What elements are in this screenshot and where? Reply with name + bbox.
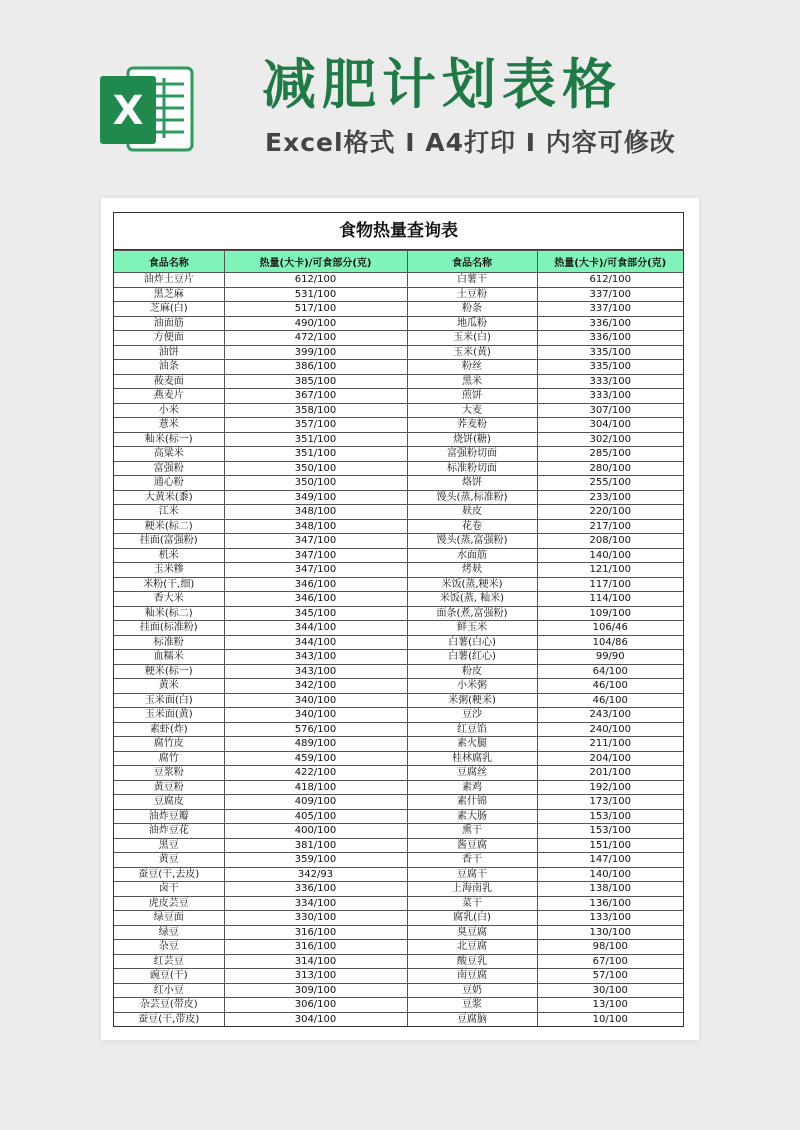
food-name-cell: 黑豆 — [114, 838, 224, 853]
table-row — [114, 577, 683, 592]
food-name-cell: 粳米(标二) — [114, 519, 224, 534]
table-row — [114, 476, 683, 491]
calorie-cell: 304/100 — [224, 1012, 407, 1026]
food-name-cell: 豆浆粉 — [114, 766, 224, 781]
calorie-cell: 153/100 — [537, 824, 683, 839]
food-name-cell: 白薯(白心) — [407, 635, 537, 650]
table-row — [114, 490, 683, 505]
food-name-cell: 红芸豆 — [114, 954, 224, 969]
food-name-cell: 白薯干 — [407, 273, 537, 288]
calorie-cell: 472/100 — [224, 331, 407, 346]
food-name-cell: 烙饼 — [407, 476, 537, 491]
food-name-cell: 玉米面(白) — [114, 693, 224, 708]
table-row — [114, 505, 683, 520]
food-name-cell: 香干 — [407, 853, 537, 868]
food-name-cell: 籼米(标一) — [114, 432, 224, 447]
food-name-cell: 酱豆腐 — [407, 838, 537, 853]
calorie-table — [114, 250, 683, 1026]
food-name-cell: 红豆馅 — [407, 722, 537, 737]
calorie-cell: 350/100 — [224, 461, 407, 476]
food-name-cell: 挂面(富强粉) — [114, 534, 224, 549]
food-name-cell: 玉米(白) — [407, 331, 537, 346]
food-name-cell: 上海南乳 — [407, 882, 537, 897]
food-name-cell: 小米 — [114, 403, 224, 418]
calorie-cell: 64/100 — [537, 664, 683, 679]
calorie-cell: 357/100 — [224, 418, 407, 433]
food-name-cell: 通心粉 — [114, 476, 224, 491]
calorie-cell: 304/100 — [537, 418, 683, 433]
table-row — [114, 838, 683, 853]
calorie-cell: 405/100 — [224, 809, 407, 824]
calorie-cell: 314/100 — [224, 954, 407, 969]
food-name-cell: 桂林腐乳 — [407, 751, 537, 766]
calorie-cell: 336/100 — [224, 882, 407, 897]
calorie-cell: 343/100 — [224, 650, 407, 665]
table-body — [114, 273, 683, 1027]
food-name-cell: 煎饼 — [407, 389, 537, 404]
food-name-cell: 土豆粉 — [407, 287, 537, 302]
table-row — [114, 374, 683, 389]
food-name-cell: 油饼 — [114, 345, 224, 360]
calorie-cell: 531/100 — [224, 287, 407, 302]
food-name-cell: 标准粉切面 — [407, 461, 537, 476]
calorie-cell: 220/100 — [537, 505, 683, 520]
calorie-cell: 109/100 — [537, 606, 683, 621]
food-name-cell: 玉米面(黄) — [114, 708, 224, 723]
food-name-cell: 杂芸豆(带皮) — [114, 998, 224, 1013]
table-row — [114, 287, 683, 302]
table-row — [114, 882, 683, 897]
calorie-cell: 490/100 — [224, 316, 407, 331]
calorie-cell: 211/100 — [537, 737, 683, 752]
calorie-cell: 347/100 — [224, 563, 407, 578]
food-name-cell: 油条 — [114, 360, 224, 375]
calorie-cell: 345/100 — [224, 606, 407, 621]
calorie-cell: 386/100 — [224, 360, 407, 375]
food-name-cell: 馒头(蒸,标准粉) — [407, 490, 537, 505]
calorie-cell: 280/100 — [537, 461, 683, 476]
calorie-cell: 381/100 — [224, 838, 407, 853]
calorie-cell: 67/100 — [537, 954, 683, 969]
table-row — [114, 563, 683, 578]
food-name-cell: 豆腐皮 — [114, 795, 224, 810]
calorie-cell: 334/100 — [224, 896, 407, 911]
food-name-cell: 江米 — [114, 505, 224, 520]
calorie-cell: 233/100 — [537, 490, 683, 505]
food-name-cell: 芝麻(白) — [114, 302, 224, 317]
calorie-cell: 121/100 — [537, 563, 683, 578]
food-name-cell: 粳米(标一) — [114, 664, 224, 679]
table-row — [114, 519, 683, 534]
calorie-cell: 346/100 — [224, 592, 407, 607]
calorie-cell: 46/100 — [537, 693, 683, 708]
calorie-cell: 346/100 — [224, 577, 407, 592]
calorie-cell: 347/100 — [224, 548, 407, 563]
table-row — [114, 780, 683, 795]
food-name-cell: 馒头(蒸,富强粉) — [407, 534, 537, 549]
calorie-cell: 358/100 — [224, 403, 407, 418]
calorie-cell: 350/100 — [224, 476, 407, 491]
calorie-cell: 316/100 — [224, 940, 407, 955]
calorie-cell: 192/100 — [537, 780, 683, 795]
calorie-cell: 204/100 — [537, 751, 683, 766]
table-row — [114, 316, 683, 331]
food-name-cell: 香大米 — [114, 592, 224, 607]
food-name-cell: 素火腿 — [407, 737, 537, 752]
food-name-cell: 菜干 — [407, 896, 537, 911]
food-name-cell: 地瓜粉 — [407, 316, 537, 331]
table-row — [114, 679, 683, 694]
food-name-cell: 红小豆 — [114, 983, 224, 998]
calorie-cell: 351/100 — [224, 432, 407, 447]
calorie-cell: 612/100 — [224, 273, 407, 288]
calorie-cell: 140/100 — [537, 867, 683, 882]
table-row — [114, 911, 683, 926]
food-name-cell: 烤麸 — [407, 563, 537, 578]
table-row — [114, 302, 683, 317]
calorie-cell: 422/100 — [224, 766, 407, 781]
calorie-cell: 351/100 — [224, 447, 407, 462]
food-name-cell: 酸豆乳 — [407, 954, 537, 969]
table-row — [114, 461, 683, 476]
food-name-cell: 绿豆 — [114, 925, 224, 940]
table-row — [114, 751, 683, 766]
calorie-cell: 349/100 — [224, 490, 407, 505]
calorie-cell: 99/90 — [537, 650, 683, 665]
food-name-cell: 蚕豆(干,去皮) — [114, 867, 224, 882]
food-name-cell: 粉丝 — [407, 360, 537, 375]
table-row — [114, 447, 683, 462]
food-name-cell: 油炸豆瓣 — [114, 809, 224, 824]
food-name-cell: 米饭(蒸,粳米) — [407, 577, 537, 592]
table-row — [114, 403, 683, 418]
header-food-name-1: 食品名称 — [114, 251, 224, 273]
calorie-cell: 302/100 — [537, 432, 683, 447]
food-name-cell: 籼米(标二) — [114, 606, 224, 621]
calorie-cell: 399/100 — [224, 345, 407, 360]
calorie-cell: 106/46 — [537, 621, 683, 636]
calorie-cell: 138/100 — [537, 882, 683, 897]
calorie-cell: 136/100 — [537, 896, 683, 911]
food-name-cell: 卤干 — [114, 882, 224, 897]
table-row — [114, 534, 683, 549]
calorie-cell: 342/93 — [224, 867, 407, 882]
table-row — [114, 795, 683, 810]
table-row — [114, 345, 683, 360]
food-name-cell: 腐乳(白) — [407, 911, 537, 926]
calorie-cell: 367/100 — [224, 389, 407, 404]
food-name-cell: 米饭(蒸, 籼米) — [407, 592, 537, 607]
food-name-cell: 小米粥 — [407, 679, 537, 694]
header-calories-1: 热量(大卡)/可食部分(克) — [224, 251, 407, 273]
calorie-cell: 359/100 — [224, 853, 407, 868]
calorie-cell: 117/100 — [537, 577, 683, 592]
table-row — [114, 809, 683, 824]
food-name-cell: 富强粉 — [114, 461, 224, 476]
food-name-cell: 豆浆 — [407, 998, 537, 1013]
table-row — [114, 998, 683, 1013]
calorie-cell: 13/100 — [537, 998, 683, 1013]
calorie-cell: 344/100 — [224, 635, 407, 650]
table-row — [114, 954, 683, 969]
food-name-cell: 素虾(炸) — [114, 722, 224, 737]
table-row — [114, 925, 683, 940]
calorie-cell: 459/100 — [224, 751, 407, 766]
food-name-cell: 豆腐脑 — [407, 1012, 537, 1026]
header-calories-2: 热量(大卡)/可食部分(克) — [537, 251, 683, 273]
excel-logo-letter: X — [112, 88, 144, 134]
food-name-cell: 黑芝麻 — [114, 287, 224, 302]
food-name-cell: 高粱米 — [114, 447, 224, 462]
food-name-cell: 北豆腐 — [407, 940, 537, 955]
food-name-cell: 豆奶 — [407, 983, 537, 998]
table-row — [114, 896, 683, 911]
table-row — [114, 737, 683, 752]
calorie-cell: 130/100 — [537, 925, 683, 940]
table-row — [114, 592, 683, 607]
food-name-cell: 黄豆粉 — [114, 780, 224, 795]
calorie-cell: 340/100 — [224, 708, 407, 723]
calorie-cell: 133/100 — [537, 911, 683, 926]
food-name-cell: 大黄米(黍) — [114, 490, 224, 505]
calorie-cell: 151/100 — [537, 838, 683, 853]
header-food-name-2: 食品名称 — [407, 251, 537, 273]
food-name-cell: 标准粉 — [114, 635, 224, 650]
calorie-cell: 348/100 — [224, 519, 407, 534]
calorie-cell: 336/100 — [537, 316, 683, 331]
calorie-cell: 330/100 — [224, 911, 407, 926]
food-name-cell: 燕麦片 — [114, 389, 224, 404]
food-name-cell: 油炸豆花 — [114, 824, 224, 839]
food-name-cell: 虎皮芸豆 — [114, 896, 224, 911]
food-name-cell: 粉条 — [407, 302, 537, 317]
food-name-cell: 熏干 — [407, 824, 537, 839]
food-name-cell: 油炸土豆片 — [114, 273, 224, 288]
food-name-cell: 素大肠 — [407, 809, 537, 824]
calorie-cell: 243/100 — [537, 708, 683, 723]
calorie-cell: 385/100 — [224, 374, 407, 389]
calorie-cell: 153/100 — [537, 809, 683, 824]
calorie-cell: 255/100 — [537, 476, 683, 491]
food-name-cell: 烧饼(糖) — [407, 432, 537, 447]
table-row — [114, 1012, 683, 1026]
food-name-cell: 黄豆 — [114, 853, 224, 868]
calorie-cell: 217/100 — [537, 519, 683, 534]
food-name-cell: 黑米 — [407, 374, 537, 389]
food-name-cell: 蚕豆(干,带皮) — [114, 1012, 224, 1026]
food-name-cell: 白薯(红心) — [407, 650, 537, 665]
calorie-cell: 344/100 — [224, 621, 407, 636]
food-name-cell: 玉米糁 — [114, 563, 224, 578]
table-row — [114, 853, 683, 868]
page-header — [0, 0, 800, 195]
calorie-table-container — [113, 212, 684, 1027]
food-name-cell: 玉米(黄) — [407, 345, 537, 360]
calorie-cell: 10/100 — [537, 1012, 683, 1026]
food-name-cell: 血糯米 — [114, 650, 224, 665]
calorie-cell: 335/100 — [537, 360, 683, 375]
table-row — [114, 432, 683, 447]
food-name-cell: 薏米 — [114, 418, 224, 433]
food-name-cell: 水面筋 — [407, 548, 537, 563]
spreadsheet-page — [101, 198, 699, 1040]
page-title: 减肥计划表格 — [262, 53, 622, 116]
table-row — [114, 606, 683, 621]
calorie-cell: 400/100 — [224, 824, 407, 839]
calorie-cell: 576/100 — [224, 722, 407, 737]
table-row — [114, 635, 683, 650]
food-name-cell: 杂豆 — [114, 940, 224, 955]
table-row — [114, 867, 683, 882]
table-title: 食物热量查询表 — [114, 213, 683, 250]
calorie-cell: 173/100 — [537, 795, 683, 810]
excel-icon — [98, 62, 198, 157]
calorie-cell: 309/100 — [224, 983, 407, 998]
food-name-cell: 粉皮 — [407, 664, 537, 679]
calorie-cell: 337/100 — [537, 302, 683, 317]
table-row — [114, 664, 683, 679]
table-row — [114, 824, 683, 839]
calorie-cell: 240/100 — [537, 722, 683, 737]
food-name-cell: 黄米 — [114, 679, 224, 694]
food-name-cell: 豆腐丝 — [407, 766, 537, 781]
table-row — [114, 766, 683, 781]
food-name-cell: 臭豆腐 — [407, 925, 537, 940]
calorie-cell: 333/100 — [537, 374, 683, 389]
calorie-cell: 114/100 — [537, 592, 683, 607]
food-name-cell: 机米 — [114, 548, 224, 563]
table-row — [114, 983, 683, 998]
food-name-cell: 豆腐干 — [407, 867, 537, 882]
calorie-cell: 147/100 — [537, 853, 683, 868]
food-name-cell: 素什锦 — [407, 795, 537, 810]
food-name-cell: 挂面(标准粉) — [114, 621, 224, 636]
calorie-cell: 316/100 — [224, 925, 407, 940]
table-row — [114, 621, 683, 636]
food-name-cell: 米粉(干,细) — [114, 577, 224, 592]
food-name-cell: 荞麦粉 — [407, 418, 537, 433]
food-name-cell: 素鸡 — [407, 780, 537, 795]
food-name-cell: 腐竹皮 — [114, 737, 224, 752]
food-name-cell: 南豆腐 — [407, 969, 537, 984]
calorie-cell: 612/100 — [537, 273, 683, 288]
table-row — [114, 548, 683, 563]
food-name-cell: 麸皮 — [407, 505, 537, 520]
calorie-cell: 98/100 — [537, 940, 683, 955]
calorie-cell: 409/100 — [224, 795, 407, 810]
calorie-cell: 307/100 — [537, 403, 683, 418]
calorie-cell: 57/100 — [537, 969, 683, 984]
calorie-cell: 201/100 — [537, 766, 683, 781]
table-row — [114, 940, 683, 955]
calorie-cell: 140/100 — [537, 548, 683, 563]
food-name-cell: 豌豆(干) — [114, 969, 224, 984]
calorie-cell: 343/100 — [224, 664, 407, 679]
food-name-cell: 大麦 — [407, 403, 537, 418]
page-subtitle: Excel格式 I A4打印 I 内容可修改 — [265, 128, 676, 157]
table-row — [114, 331, 683, 346]
calorie-cell: 285/100 — [537, 447, 683, 462]
calorie-cell: 46/100 — [537, 679, 683, 694]
calorie-cell: 340/100 — [224, 693, 407, 708]
table-row — [114, 273, 683, 288]
table-row — [114, 722, 683, 737]
calorie-cell: 333/100 — [537, 389, 683, 404]
food-name-cell: 米粥(粳米) — [407, 693, 537, 708]
food-name-cell: 花卷 — [407, 519, 537, 534]
calorie-cell: 347/100 — [224, 534, 407, 549]
table-row — [114, 389, 683, 404]
table-row — [114, 969, 683, 984]
food-name-cell: 豆沙 — [407, 708, 537, 723]
food-name-cell: 腐竹 — [114, 751, 224, 766]
calorie-cell: 335/100 — [537, 345, 683, 360]
table-row — [114, 360, 683, 375]
table-row — [114, 418, 683, 433]
food-name-cell: 面条(煮,富强粉) — [407, 606, 537, 621]
calorie-cell: 418/100 — [224, 780, 407, 795]
table-header-row — [114, 251, 683, 273]
food-name-cell: 绿豆面 — [114, 911, 224, 926]
table-row — [114, 708, 683, 723]
calorie-cell: 30/100 — [537, 983, 683, 998]
calorie-cell: 313/100 — [224, 969, 407, 984]
food-name-cell: 富强粉切面 — [407, 447, 537, 462]
food-name-cell: 油面筋 — [114, 316, 224, 331]
table-row — [114, 693, 683, 708]
calorie-cell: 306/100 — [224, 998, 407, 1013]
calorie-cell: 517/100 — [224, 302, 407, 317]
calorie-cell: 208/100 — [537, 534, 683, 549]
calorie-cell: 489/100 — [224, 737, 407, 752]
food-name-cell: 方便面 — [114, 331, 224, 346]
food-name-cell: 莜麦面 — [114, 374, 224, 389]
calorie-cell: 104/86 — [537, 635, 683, 650]
calorie-cell: 348/100 — [224, 505, 407, 520]
calorie-cell: 337/100 — [537, 287, 683, 302]
calorie-cell: 342/100 — [224, 679, 407, 694]
calorie-cell: 336/100 — [537, 331, 683, 346]
table-row — [114, 650, 683, 665]
food-name-cell: 鲜玉米 — [407, 621, 537, 636]
